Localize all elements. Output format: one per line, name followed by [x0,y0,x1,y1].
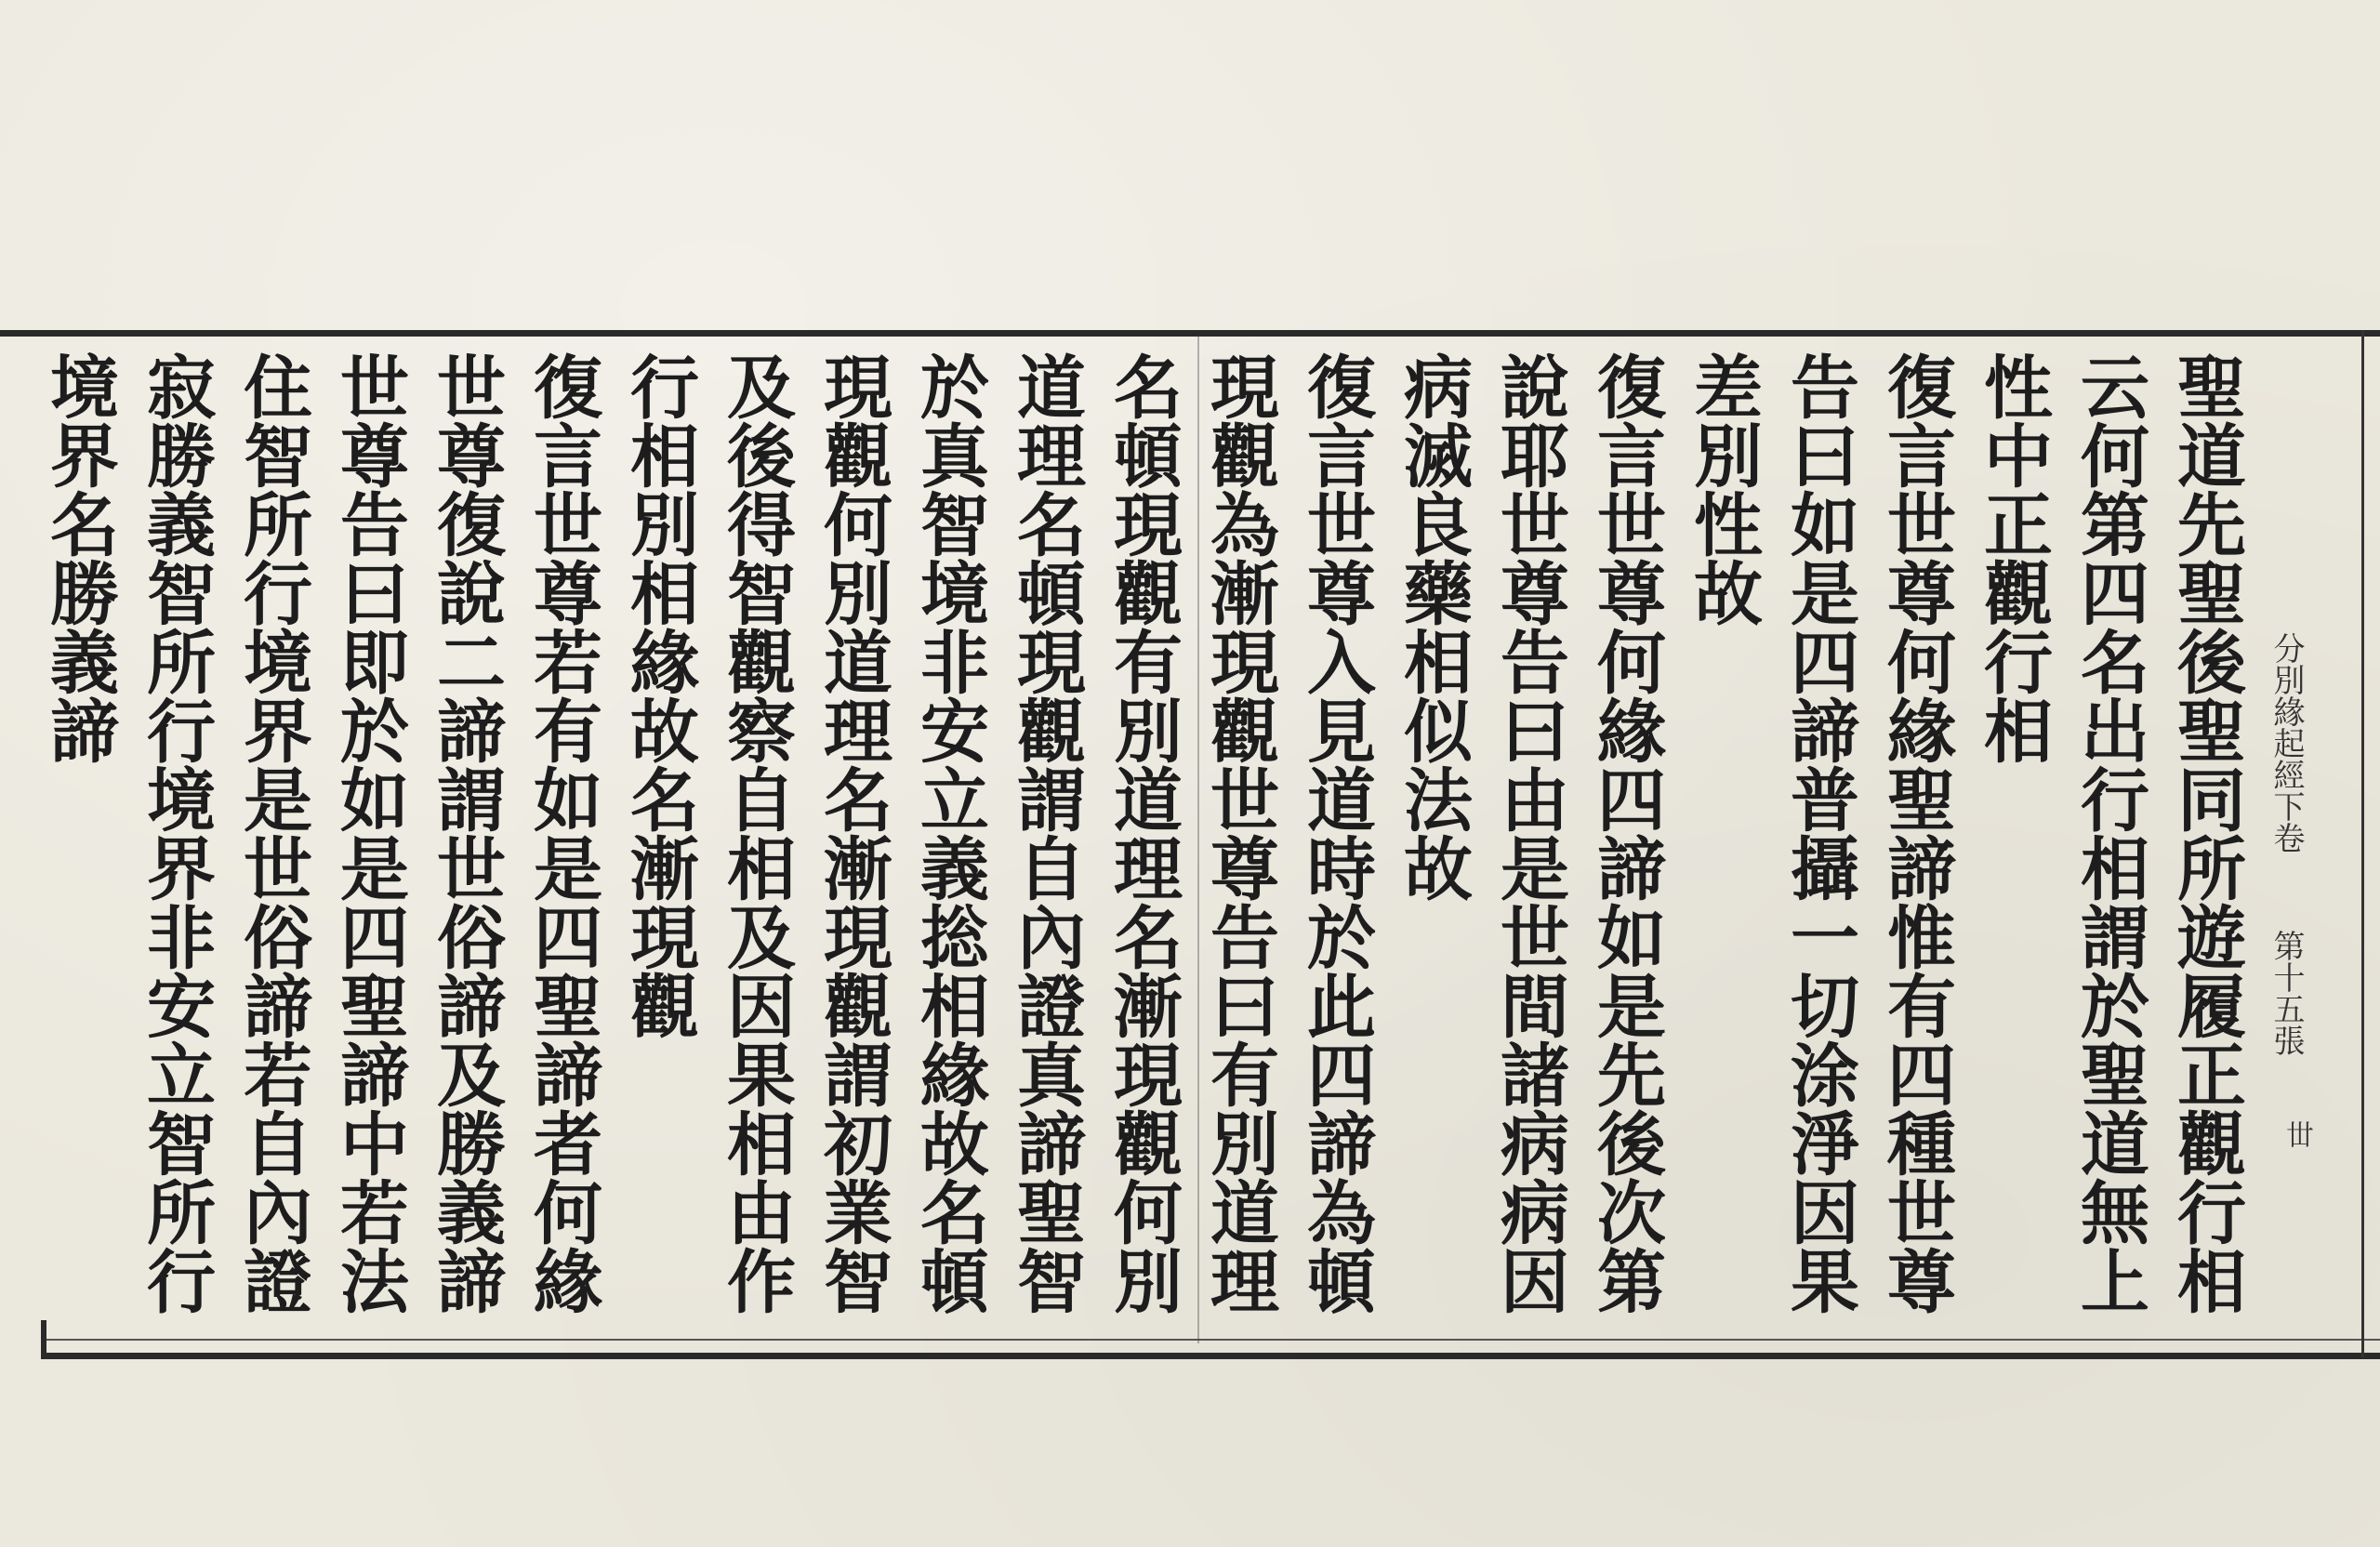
text-column-6: 差別性故 [1683,351,1763,627]
text-column-14: 於真智境非安立義捴相緣故名頓 [909,351,989,1315]
text-column-3: 性中正觀行相 [1973,351,2053,764]
text-column-16: 及後得智觀察自相及因果相由作 [716,351,796,1315]
text-column-5: 告曰如是四諦普攝一切涂淨因果 [1779,351,1859,1315]
text-column-13: 道理名頓現觀謂自內證真諦聖智 [1006,351,1086,1315]
text-column-2: 云何第四名出行相謂於聖道無上 [2069,351,2149,1315]
text-column-7: 復言世尊何緣四諦如是先後次第 [1586,351,1666,1315]
frame-top-border [0,330,2380,337]
text-column-19: 世尊復說二諦謂世俗諦及勝義諦 [426,351,506,1315]
margin-page-number: 第十五張 [2268,930,2305,1056]
text-column-1: 聖道先聖後聖同所遊履正觀行相 [2166,351,2246,1315]
text-column-10: 復言世尊入見道時於此四諦為頓 [1296,351,1376,1315]
text-column-20: 世尊告曰即於如是四聖諦中若法 [329,351,409,1315]
frame-right-edge [2361,330,2364,1357]
text-column-22: 寂勝義智所行境界非安立智所行 [136,351,216,1315]
text-column-9: 病滅良藥相似法故 [1393,351,1473,902]
text-column-8: 說耶世尊告曰由是世間諸病病因 [1489,351,1569,1315]
frame-left-corner [41,1320,46,1359]
text-column-11: 現觀為漸現觀世尊告曰有別道理 [1199,351,1279,1315]
margin-title: 分別緣起經下卷 [2268,632,2305,853]
text-column-18: 復言世尊若有如是四聖諦者何緣 [522,351,602,1315]
frame-bottom-border [46,1353,2380,1359]
margin-mark: 丗 [2281,1120,2313,1148]
text-column-12: 名頓現觀有別道理名漸現觀何別 [1103,351,1183,1315]
text-column-4: 復言世尊何緣聖諦惟有四種世尊 [1876,351,1956,1315]
text-column-21: 住智所行境界是世俗諦若自內證 [232,351,312,1315]
text-column-17: 行相別相緣故名漸現觀 [619,351,699,1039]
text-column-23: 境界名勝義諦 [39,351,119,764]
frame-bottom-inner-line [46,1339,2380,1341]
text-column-15: 現觀何別道理名漸現觀謂初業智 [813,351,892,1315]
